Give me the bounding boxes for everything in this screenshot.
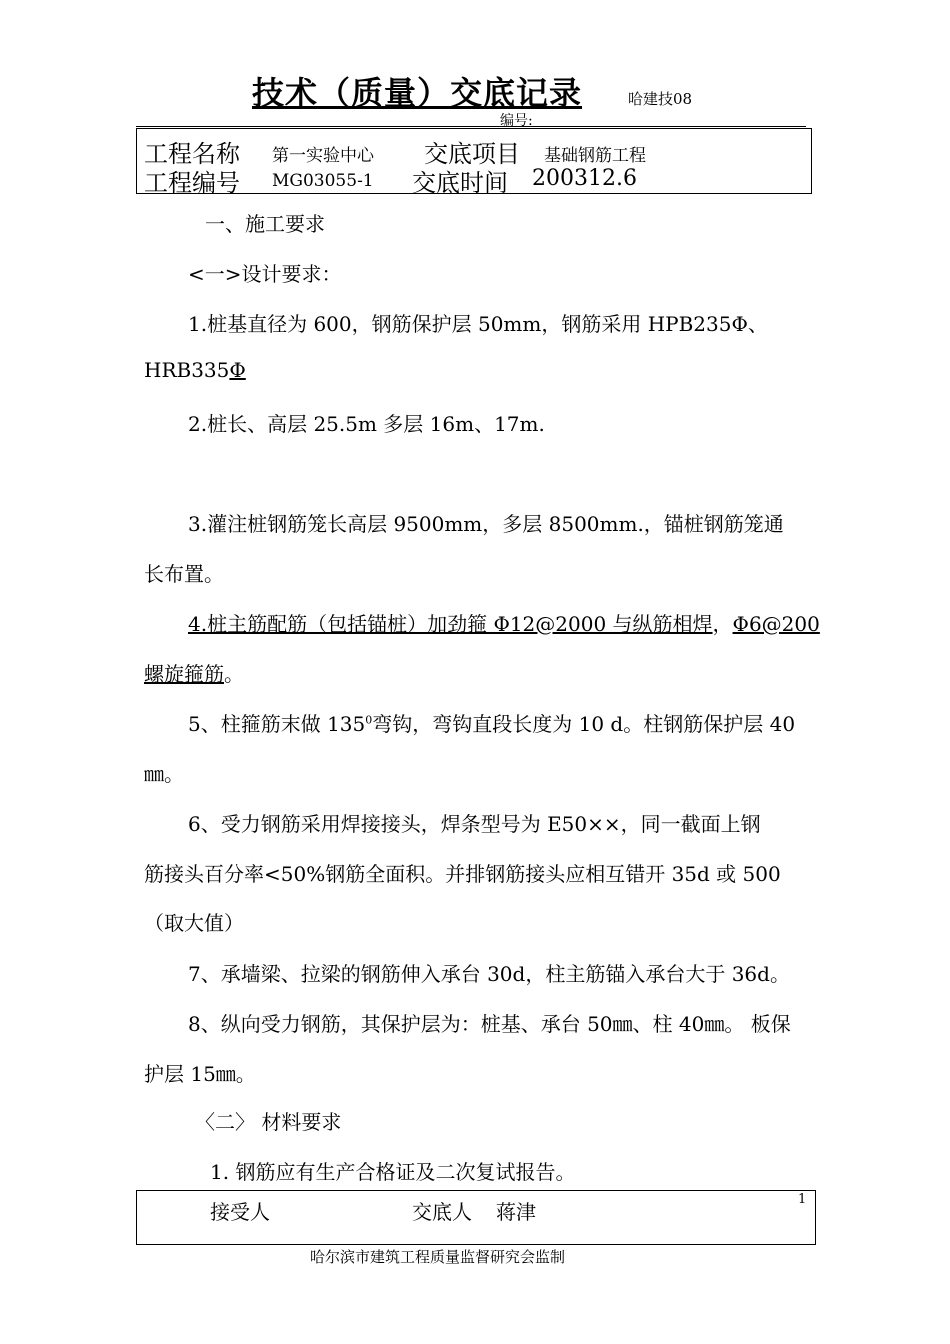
doc-number-label: 编号:	[500, 113, 533, 129]
material-requirements-heading: 〈二〉 材料要求	[195, 1110, 342, 1134]
design-requirements-heading: <一>设计要求：	[188, 262, 342, 286]
item4-line1-underlined: 4.桩主筋配筋（包括锚桩）加劲箍 Φ12@2000 与纵筋相焊	[188, 612, 713, 636]
item4-comma: ，	[712, 612, 733, 636]
discloser-name: 蒋津	[496, 1200, 536, 1224]
item6-line3: （取大值）	[144, 911, 244, 935]
item3-line1: 3.灌注桩钢筋笼长高层 9500mm，多层 8500mm.，锚桩钢筋笼通	[188, 512, 784, 536]
discloser-label: 交底人	[412, 1200, 472, 1224]
project-name-label: 工程名称	[144, 140, 240, 168]
degree-superscript: 0	[365, 713, 373, 727]
item4-line2	[144, 658, 244, 687]
item3-line2: 长布置。	[144, 562, 224, 586]
disclosure-item-value: 基础钢筋工程	[544, 146, 646, 166]
item6-line2: 筋接头百分率<50%钢筋全面积。并排钢筋接头应相互错开 35d 或 500	[144, 862, 781, 886]
section1-heading: 一、施工要求	[205, 212, 325, 236]
item8-line2: 护层 15㎜。	[144, 1062, 256, 1086]
project-name-value: 第一实验中心	[272, 146, 374, 166]
form-code: 哈建技08	[628, 90, 693, 108]
item1-line2-text: HRB335	[144, 358, 230, 382]
item5-text-a: 5、柱箍筋末做 135	[188, 712, 366, 736]
item4-spiral-stirrup: 螺旋箍筋	[144, 662, 224, 686]
document-title: 技术（质量）交底记录	[252, 74, 583, 112]
disclosure-item-label: 交底项目	[424, 140, 520, 168]
item4-spiral-spec: Φ6@200	[732, 612, 820, 636]
item6-line1: 6、受力钢筋采用焊接接头，焊条型号为 E50××，同一截面上钢	[188, 812, 761, 836]
item2: 2.桩长、高层 25.5m 多层 16m、17m.	[188, 412, 545, 436]
item1-line1: 1.桩基直径为 600，钢筋保护层 50mm，钢筋采用 HPB235Φ、	[188, 312, 768, 336]
header-top-rule	[136, 126, 806, 127]
item1-line2	[144, 358, 246, 382]
item5-line2: ㎜。	[144, 762, 184, 786]
page-number: 1	[798, 1192, 807, 1207]
disclosure-time-value: 200312.6	[532, 166, 637, 191]
item7: 7、承墙梁、拉梁的钢筋伸入承台 30d，柱主筋锚入承台大于 36d。	[188, 962, 790, 986]
phi-symbol: Φ	[229, 358, 246, 382]
item4-period: 。	[224, 662, 244, 686]
project-number-value: MG03055-1	[272, 171, 374, 191]
item4-line1	[188, 608, 820, 637]
material-item1: 1. 钢筋应有生产合格证及二次复试报告。	[210, 1160, 576, 1184]
item5-line1	[188, 708, 795, 737]
receiver-label: 接受人	[210, 1200, 270, 1224]
supervision-note: 哈尔滨市建筑工程质量监督研究会监制	[310, 1248, 566, 1266]
project-number-label: 工程编号	[144, 169, 240, 197]
disclosure-time-label: 交底时间	[412, 169, 508, 197]
item5-text-b: 弯钩，弯钩直段长度为 10 d。柱钢筋保护层 40	[372, 712, 796, 736]
item8-line1: 8、纵向受力钢筋，其保护层为：桩基、承台 50㎜、柱 40㎜。 板保	[188, 1012, 791, 1036]
